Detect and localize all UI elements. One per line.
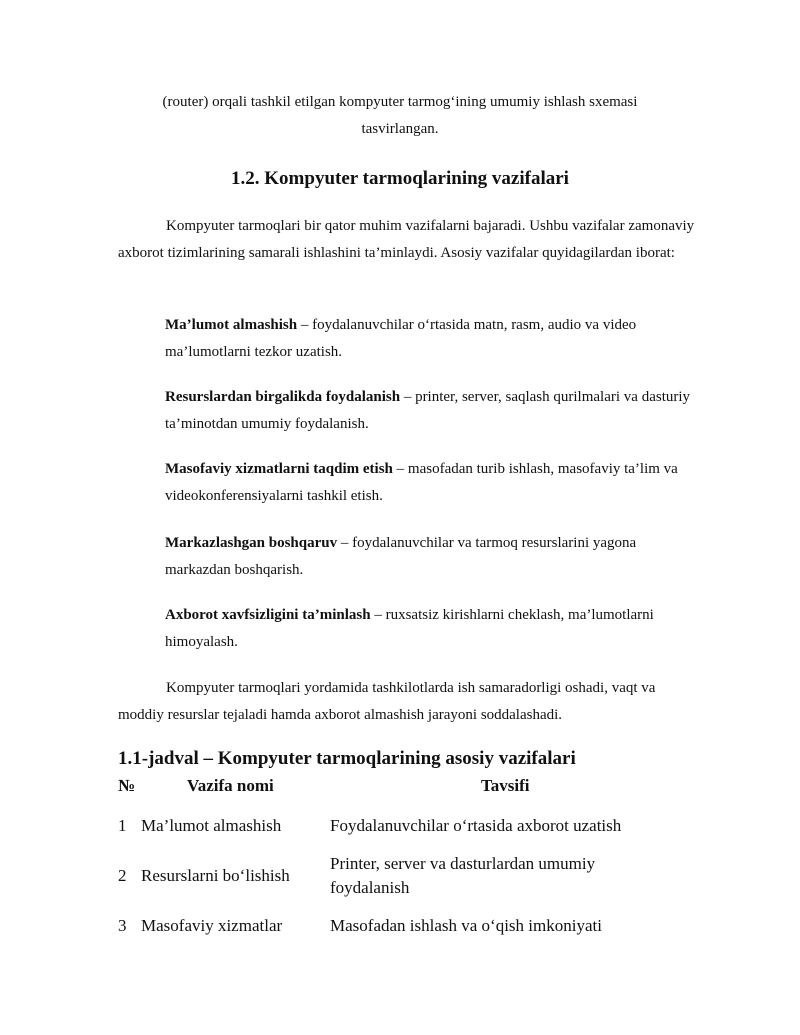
table-cell-name: Masofaviy xizmatlar <box>141 916 283 935</box>
table-header-description: Tavsifi <box>481 776 530 795</box>
list-item <box>165 456 705 510</box>
list-item-desc: – foydalanuvchilar o‘rtasida matn, rasm, audio va video ma’lumotlarni tezkor uzatish. <box>165 317 637 360</box>
list-item-term: Markazlashgan boshqaruv <box>165 535 338 551</box>
list-item <box>165 602 705 656</box>
table-cell-description: Printer, server va dasturlardan umumiy foydalanish <box>330 854 596 897</box>
list-item <box>165 530 705 584</box>
table-title: 1.1-jadval – Kompyuter tarmoqlarining asosiy vazifalari <box>118 748 576 769</box>
list-item <box>165 312 705 366</box>
table-cell-number: 1 <box>118 816 127 835</box>
list-item-term: Masofaviy xizmatlarni taqdim etish <box>165 461 393 477</box>
list-item-desc: – ruxsatsiz kirishlarni cheklash, ma’lumotlarni himoyalash. <box>165 607 654 650</box>
table-cell-name: Ma’lumot almashish <box>141 816 282 835</box>
list-item-term: Ma’lumot almashish <box>165 317 298 333</box>
table-cell-description: Masofadan ishlash va o‘qish imkoniyati <box>330 916 602 935</box>
list-item <box>165 384 705 438</box>
section-heading: 1.2. Kompyuter tarmoqlarining vazifalari <box>231 168 569 189</box>
paragraph-intro: Kompyuter tarmoqlari bir qator muhim vazifalarni bajaradi. Ushbu vazifalar zamonaviy axborot tizimlarining samarali ishlashini ta’minlaydi. Asosiy vazifalar quyidagilardan iborat: <box>118 218 695 261</box>
paragraph-conclusion: Kompyuter tarmoqlari yordamida tashkilotlarda ish samaradorligi oshadi, vaqt va moddiy resurslar tejaladi hamda axborot almashish jarayoni soddalashadi. <box>118 680 656 723</box>
list-item-desc: – printer, server, saqlash qurilmalari va dasturiy ta’minotdan umumiy foydalanish. <box>165 389 691 432</box>
table-cell-number: 3 <box>118 916 127 935</box>
table-cell-description: Foydalanuvchilar o‘rtasida axborot uzatish <box>330 816 622 835</box>
table-header-number: № <box>118 776 136 795</box>
intro-line-2: tasvirlangan. <box>361 121 439 137</box>
table-cell-name: Resurslarni bo‘lishish <box>141 866 290 885</box>
table-header-name: Vazifa nomi <box>187 776 274 795</box>
intro-line-1: (router) orqali tashkil etilgan kompyuter tarmog‘ining umumiy ishlash sxemasi <box>162 94 638 110</box>
list-item-desc: – foydalanuvchilar va tarmoq resurslarini yagona markazdan boshqarish. <box>165 535 637 578</box>
list-item-term: Axborot xavfsizligini ta’minlash <box>165 607 371 623</box>
list-item-term: Resurslardan birgalikda foydalanish <box>165 389 401 405</box>
table-cell-number: 2 <box>118 866 127 885</box>
list-item-desc: – masofadan turib ishlash, masofaviy ta’lim va videokonferensiyalarni tashkil etish. <box>165 461 678 504</box>
